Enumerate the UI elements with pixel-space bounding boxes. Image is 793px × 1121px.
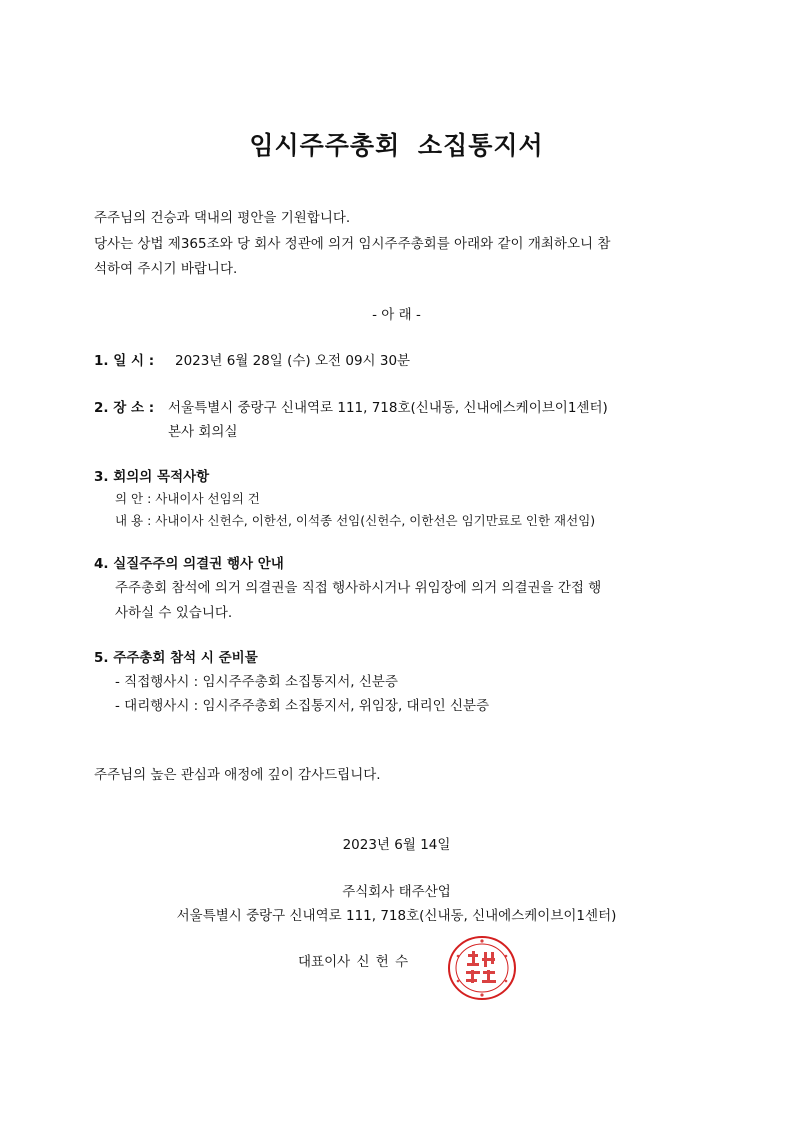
issue-date: 2023년 6월 14일 [342, 837, 451, 853]
voting-line-1: 주주총회 참석에 의거 의결권을 직접 행사하시거나 위임장에 의거 의결권을 간접 행 [115, 580, 602, 596]
voting-line-2: 사하실 수 있습니다. [115, 605, 233, 621]
date-label: 1. 일 시 : [94, 353, 155, 369]
prep-line-1: - 직접행사시 : 임시주주총회 소집통지서, 신분증 [115, 674, 398, 690]
intro-line-2: 당사는 상법 제365조와 당 회사 정관에 의거 임시주주총회를 아래와 같이 개최하오니 참 [94, 236, 611, 252]
intro-line-1: 주주님의 건승과 댁내의 평안을 기원합니다. [94, 210, 351, 226]
closing-remark: 주주님의 높은 관심과 애정에 깊이 감사드립니다. [94, 767, 381, 783]
agenda-label: 3. 회의의 목적사항 [94, 469, 210, 485]
prep-line-2: - 대리행사시 : 임시주주총회 소집통지서, 위임장, 대리인 신분증 [115, 698, 490, 714]
place-value: 서울특별시 중랑구 신내역로 111, 718호(신내동, 신내에스케이브이1센터) [168, 400, 608, 416]
prep-label: 5. 주주총회 참석 시 준비물 [94, 650, 258, 666]
page-title: 임시주주총회 소집통지서 [249, 131, 544, 160]
date-value: 2023년 6월 28일 (수) 오전 09시 30분 [175, 353, 411, 369]
intro-line-3: 석하여 주시기 바랍니다. [94, 261, 238, 277]
place-value-2: 본사 회의실 [168, 424, 238, 440]
voting-label: 4. 실질주주의 의결권 행사 안내 [94, 556, 284, 572]
place-label: 2. 장 소 : [94, 400, 155, 416]
company-seal-icon [446, 934, 518, 1002]
company-address: 서울특별시 중랑구 신내역로 111, 718호(신내동, 신내에스케이브이1센터) [176, 908, 617, 924]
notice-header: - 아 래 - [372, 307, 421, 323]
signatory: 대표이사 신 헌 수 [298, 954, 409, 970]
company-name: 주식회사 태주산업 [342, 884, 451, 900]
agenda-line-1: 의 안 : 사내이사 선임의 건 [115, 491, 260, 506]
agenda-line-2: 내 용 : 사내이사 신헌수, 이한선, 이석종 선임(신헌수, 이한선은 임기만료로 인한 재선임) [115, 513, 596, 528]
